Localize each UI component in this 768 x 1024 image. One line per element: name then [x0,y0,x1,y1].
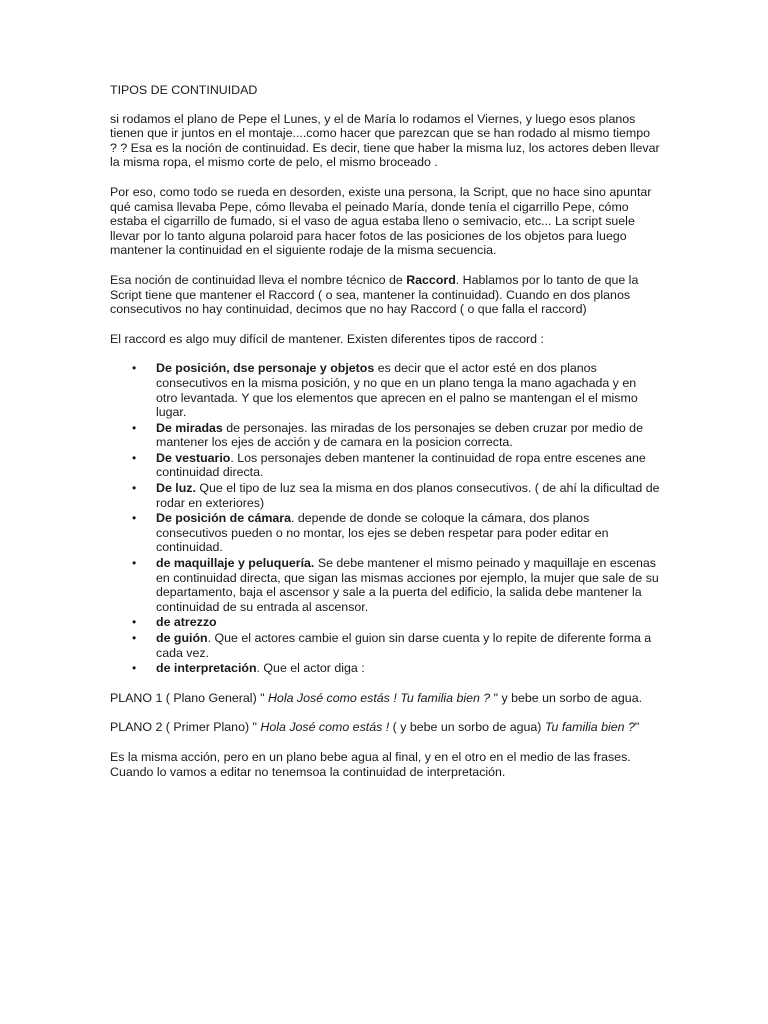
item-term: de maquillaje y peluquería. [156,556,315,571]
item-text: Se debe mantener el mismo peinado y maquillaje en escenas en continuidad directa, que sigan las mismas acciones por ejemplo, la mujer que sale de su departamento, baja el ascensor y sale a la puerta del edificio, la salida debe mantener la continuidad de su entrada al ascensor. [156,556,659,614]
list-item [110,615,660,630]
paragraph-plano-2 [110,720,660,735]
item-term: de guión [156,631,208,645]
item-text: Que el tipo de luz sea la misma en dos planos consecutivos. ( de ahí la dificultad de rodar en exteriores) [156,481,660,510]
item-term: De vestuario [156,450,231,465]
plano1-dialogue: Hola José como estás ! Tu familia bien ? [267,690,494,705]
document-title: TIPOS DE CONTINUIDAD [110,83,258,97]
document-page [110,83,660,794]
item-text: de personajes. las miradas de los personajes se deben cruzar por medio de mantener los ejes de acción y de camara en la posicion correcta. [156,420,643,450]
item-term: de atrezzo [156,615,217,630]
paragraph-plano-1 [110,691,660,706]
paragraph-conclusion: Es la misma acción, pero en un plano bebe agua al final, y en el otro en el medio de las frases. Cuando lo vamos a editar no tenemsoa la continuidad de interpretación. [110,749,631,779]
list-item [110,631,660,660]
raccord-types-list [110,361,660,675]
plano2-suffix: " [634,720,640,735]
item-term: De luz. [156,481,196,496]
item-text: . Que el actores cambie el guion sin darse cuenta y lo repite de diferente forma a cada vez. [156,631,652,660]
item-text: . Los personajes deben mantener la continuidad de ropa entre escenes ane continuidad directa. [156,450,646,480]
item-term: De posición de cámara [156,511,291,526]
paragraph-raccord [110,273,660,317]
paragraph-intro: si rodamos el plano de Pepe el Lunes, y el de María lo rodamos el Viernes, y luego esos planos tienen que ir juntos en el montaje....como hacer que parezcan que se han rodado al mismo tiempo ? ? Esa es la noción de continuidad. Es decir, tiene que haber la misma luz, los actores deben llevar la misma ropa, el mismo corte de pelo, el mismo broceado . [110,111,660,170]
list-item [110,481,660,510]
raccord-text-before: Esa noción de continuidad lleva el nombre técnico de [110,272,407,287]
bullet-icon: • [132,556,137,571]
item-text: es decir que el actor esté en dos planos consecutivos en la misma posición, y no que en un plano tenga la mano agachada y en otro levantada. Y que los elementos que aprecen en el palno se mantengan el el mismo lugar. [156,361,638,420]
plano1-suffix: " y bebe un sorbo de agua. [493,690,643,705]
bullet-icon: • [132,481,137,496]
raccord-text-after: . Hablamos por lo tanto de que la Script tiene que mantener el Raccord ( o sea, mantener la continuidad). Cuando en dos planos consecutivos no hay continuidad, decimos que no hay Raccord ( o que falla el raccord) [110,272,639,317]
item-term: de interpretación [156,661,257,676]
bullet-icon: • [132,661,137,676]
plano2-dialogue-2: Tu familia bien ? [544,720,635,735]
list-item [110,556,660,614]
item-term: De posición, dse personaje y objetos [156,361,375,376]
bullet-icon: • [132,361,137,376]
bullet-icon: • [132,615,137,630]
raccord-term: Raccord [406,272,456,287]
list-item [110,361,660,419]
list-item [110,421,660,450]
paragraph-script: Por eso, como todo se rueda en desorden, existe una persona, la Script, que no hace sino apuntar qué camisa llevaba Pepe, cómo llevaba el peinado María, donde tenía el cigarrillo Pepe, cómo estaba el cigarrillo de fumado, si el vaso de agua estaba lleno o semivacio, etc... La script suele llevar por lo tanto alguna polaroid para hacer fotos de las posiciones de los objetos para luego mantener la continuidad en el siguiente rodaje de la misma secuencia. [110,184,652,258]
bullet-icon: • [132,631,137,645]
bullet-icon: • [132,420,137,435]
plano1-prefix: PLANO 1 ( Plano General) " [110,690,268,705]
list-item [110,451,660,480]
plano2-dialogue-1: Hola José como estás ! [260,720,393,735]
list-item [110,661,660,676]
list-item [110,511,660,555]
bullet-icon: • [132,511,137,526]
item-text: . depende de donde se coloque la cámara, dos planos consecutivos pueden o no montar, los ejes se deben respetar para poder editar en continuidad. [156,511,609,555]
plano2-prefix: PLANO 2 ( Primer Plano) " [110,720,261,735]
plano2-middle: ( y bebe un sorbo de agua) [392,720,545,735]
item-text: . Que el actor diga : [256,661,365,676]
item-term: De miradas [156,420,223,435]
paragraph-types-intro: El raccord es algo muy difícil de mantener. Existen diferentes tipos de raccord : [110,331,544,346]
bullet-icon: • [132,450,137,465]
